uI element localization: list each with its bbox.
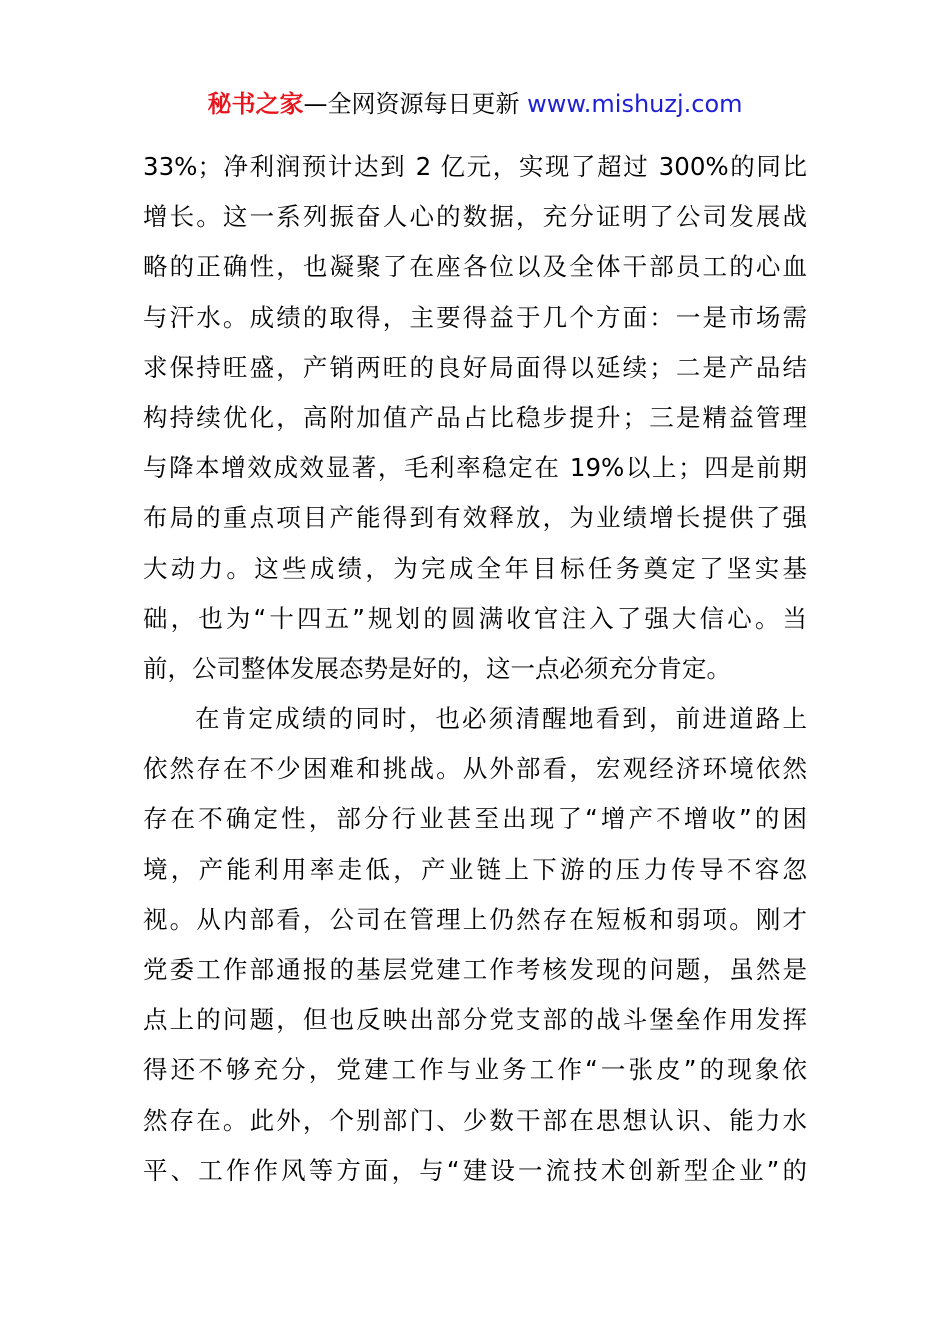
- text-line: 构持续优化，高附加值产品占比稳步提升；三是精益管理: [143, 402, 807, 432]
- paragraph-1: [143, 142, 807, 694]
- site-url-link[interactable]: www.mishuzj.com: [527, 90, 743, 118]
- header-tagline: —全网资源每日更新: [303, 90, 528, 118]
- text-line: 与降本增效成效显著，毛利率稳定在 19%以上；四是前期: [143, 453, 807, 483]
- text-line: 与汗水。成绩的取得，主要得益于几个方面：一是市场需: [143, 302, 807, 332]
- paragraph-2: [143, 694, 807, 1196]
- text-line: 前，公司整体发展态势是好的，这一点必须充分肯定。: [143, 653, 731, 683]
- document-body: [143, 142, 807, 1196]
- text-line: 略的正确性，也凝聚了在座各位以及全体干部员工的心血: [143, 252, 807, 282]
- text-line: 求保持旺盛，产销两旺的良好局面得以延续；二是产品结: [143, 352, 807, 382]
- text-line: 础，也为“十四五”规划的圆满收官注入了强大信心。当: [143, 603, 807, 633]
- text-line: 布局的重点项目产能得到有效释放，为业绩增长提供了强: [143, 503, 807, 533]
- site-header: [0, 88, 950, 120]
- text-line: 得还不够充分，党建工作与业务工作“一张皮”的现象依: [143, 1055, 807, 1085]
- text-line: 存在不确定性，部分行业甚至出现了“增产不增收”的困: [143, 804, 807, 834]
- text-line: 视。从内部看，公司在管理上仍然存在短板和弱项。刚才: [143, 904, 807, 934]
- text-line: 境，产能利用率走低，产业链上下游的压力传导不容忽: [143, 854, 807, 884]
- text-line: 党委工作部通报的基层党建工作考核发现的问题，虽然是: [143, 955, 807, 984]
- text-line: 大动力。这些成绩，为完成全年目标任务奠定了坚实基: [143, 553, 807, 583]
- text-line: 依然存在不少困难和挑战。从外部看，宏观经济环境依然: [143, 754, 807, 784]
- text-line: 33%；净利润预计达到 2 亿元，实现了超过 300%的同比: [143, 152, 807, 181]
- text-line: 然存在。此外，个别部门、少数干部在思想认识、能力水: [143, 1105, 807, 1135]
- text-line: 平、工作作风等方面，与“建设一流技术创新型企业”的: [143, 1155, 807, 1185]
- text-line: 增长。这一系列振奋人心的数据，充分证明了公司发展战: [143, 202, 807, 232]
- text-line: 在肯定成绩的同时，也必须清醒地看到，前进道路上: [195, 704, 807, 734]
- brand-name: 秘书之家: [207, 90, 304, 118]
- text-line: 点上的问题，但也反映出部分党支部的战斗堡垒作用发挥: [143, 1005, 807, 1035]
